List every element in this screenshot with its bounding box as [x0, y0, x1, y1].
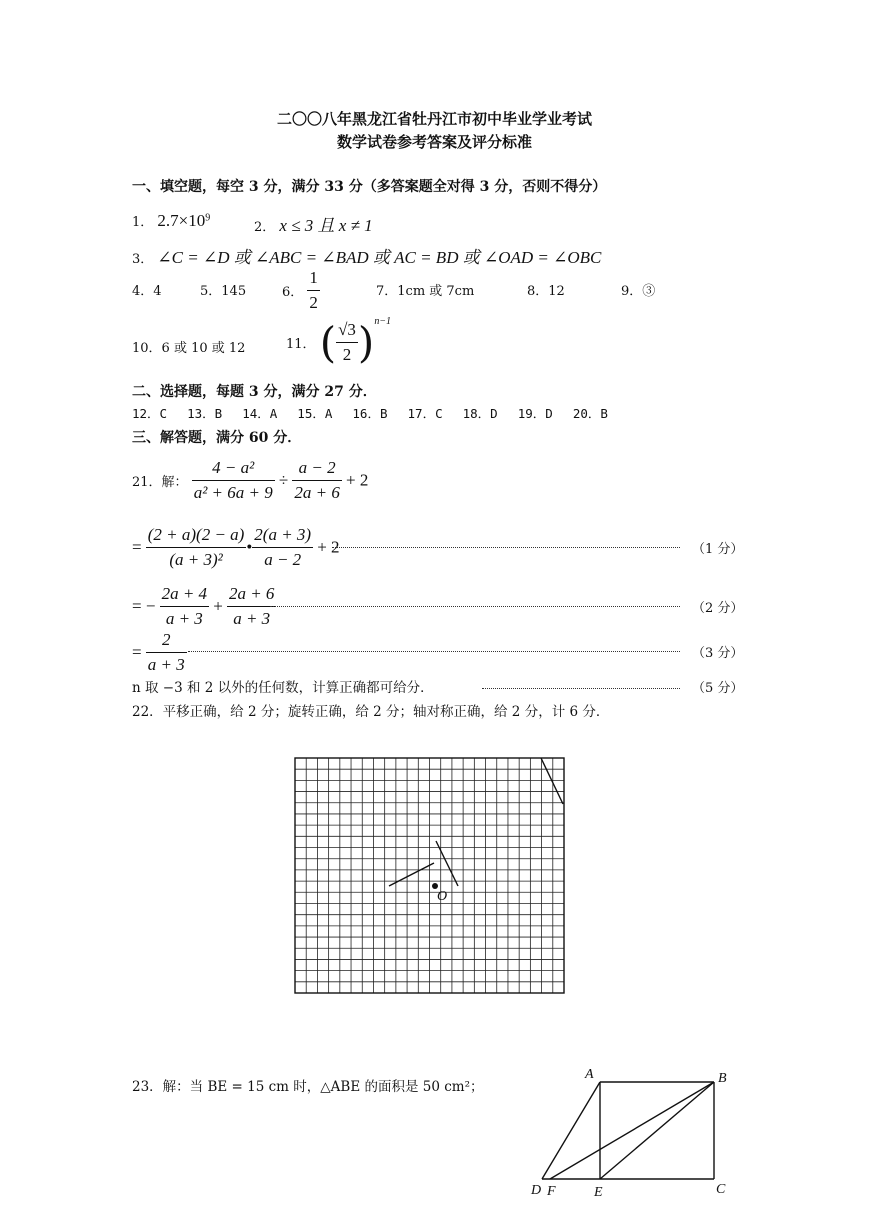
step1-f2-numerator: 2(a + 3): [252, 525, 313, 548]
step2-score: （2 分）: [692, 601, 744, 616]
q22-grid-figure: [294, 757, 566, 995]
q21-fraction-2: [292, 458, 341, 503]
step3-numerator: 2: [146, 630, 187, 653]
step2-equals-minus: = −: [132, 596, 156, 616]
q21-step-1: [132, 525, 340, 570]
step1-fraction-2: [252, 525, 313, 570]
origin-label-o: O: [437, 889, 448, 904]
q11-exponent: n−1: [374, 316, 392, 327]
step3-score: （3 分）: [692, 646, 744, 661]
q2-answer: x ≤ 3 且 x ≠ 1: [279, 216, 373, 235]
step3-denominator: a + 3: [147, 655, 185, 674]
step1-fraction-1: [146, 525, 247, 570]
q1-answer: 2.7×10: [157, 211, 206, 230]
q21-plus-two: + 2: [345, 470, 369, 490]
q11-left-paren: (: [319, 318, 337, 367]
vertex-label-f: F: [547, 1184, 556, 1199]
q1-exponent: 9: [205, 212, 211, 224]
step2-f1-denominator: a + 3: [165, 609, 203, 628]
segment-reflected: [541, 758, 563, 804]
step1-f1-numerator: (2 + a)(2 − a): [146, 525, 247, 548]
step1-f1-denominator: (a + 3)²: [169, 550, 223, 569]
answer-q5: 5．145: [200, 284, 247, 299]
step1-plus-two: + 2: [317, 537, 340, 557]
q21-fraction-1: [192, 458, 275, 503]
step1-score: （1 分）: [692, 542, 744, 557]
title-line-1: 二〇〇八年黑龙江省牡丹江市初中毕业学业考试: [276, 110, 592, 128]
grid-lines: [295, 758, 564, 993]
vertex-label-d: D: [531, 1183, 542, 1198]
q11-fraction: [336, 320, 358, 365]
q6-fraction: [307, 268, 320, 313]
answer-q1: [132, 211, 210, 231]
q3-number: 3．: [132, 252, 154, 267]
title-line-2: 数学试卷参考答案及评分标准: [336, 133, 532, 151]
q11-numerator: √3: [336, 320, 358, 343]
vertex-label-a: A: [585, 1067, 594, 1082]
step1-leader-dots: [332, 547, 680, 548]
step4-leader-dots: [482, 688, 680, 689]
answer-q3: [132, 243, 601, 268]
q22-text: 22．平移正确，给 2 分；旋转正确，给 2 分；轴对称正确，给 2 分，计 6 分．: [132, 704, 610, 720]
answer-q11: [286, 318, 391, 367]
q11-right-paren: ): [357, 318, 375, 367]
step4-score: （5 分）: [692, 681, 744, 696]
edge-bf: [550, 1082, 714, 1179]
q2-number: 2．: [254, 220, 276, 235]
answer-q4: 4．4: [132, 284, 162, 299]
step3-equals: =: [132, 642, 142, 662]
step2-f2-denominator: a + 3: [233, 609, 271, 628]
answer-q7: 7．1cm 或 7cm: [376, 284, 475, 299]
step3-leader-dots: [188, 651, 680, 652]
q6-numerator: 1: [307, 268, 320, 291]
q3-answer: ∠C = ∠D 或 ∠ABC = ∠BAD 或 AC = BD 或 ∠OAD = ∠OBC: [157, 248, 602, 267]
step4-text: n 取 −3 和 2 以外的任何数，计算正确都可给分．: [132, 680, 434, 696]
section-1-heading: 一、填空题，每空 3 分，满分 33 分（多答案题全对得 3 分，否则不得分）: [132, 179, 607, 195]
step2-leader-dots: [270, 606, 680, 607]
vertex-label-c: C: [716, 1182, 726, 1197]
q21-f1-denominator: a² + 6a + 9: [193, 483, 273, 502]
section-3-heading: 三、解答题，满分 60 分．: [132, 430, 302, 446]
q21-step-3: [132, 630, 187, 675]
edge-da: [542, 1082, 600, 1179]
vertex-label-b: B: [718, 1071, 727, 1086]
answer-q10: 10．6 或 10 或 12: [132, 341, 246, 356]
answer-q2: [254, 211, 373, 236]
step1-f2-denominator: a − 2: [264, 550, 302, 569]
q6-number: 6．: [282, 285, 304, 300]
step2-plus: +: [213, 596, 223, 616]
section-2-heading: 二、选择题，每题 3 分，满分 27 分．: [132, 384, 377, 400]
q21-f2-numerator: a − 2: [292, 458, 341, 481]
step3-fraction: [146, 630, 187, 675]
q21-f1-numerator: 4 − a²: [192, 458, 275, 481]
q21-expression: [132, 458, 368, 503]
edge-be: [600, 1082, 714, 1179]
step2-fraction-2: [227, 584, 276, 629]
answer-q9: 9．③: [621, 284, 656, 299]
q23-text: 23．解：当 BE = 15 cm 时，△ABE 的面积是 50 cm²；: [132, 1079, 484, 1095]
choice-answers: 12．C 13．B 14．A 15．A 16．B 17．C 18．D 19．D 20．B: [132, 406, 608, 421]
q23-figure: [528, 1064, 738, 1204]
step1-dot: •: [246, 537, 253, 557]
answer-q6: [282, 268, 320, 313]
answer-q8: 8．12: [527, 284, 565, 299]
vertex-label-e: E: [594, 1185, 603, 1200]
step2-f2-numerator: 2a + 6: [227, 584, 276, 607]
q11-number: 11．: [286, 337, 316, 352]
q6-denominator: 2: [309, 293, 318, 312]
q21-step-2: [132, 584, 276, 629]
q11-denominator: 2: [342, 345, 352, 364]
q1-number: 1．: [132, 215, 154, 230]
q21-divide-sign: ÷: [278, 470, 289, 490]
q21-f2-denominator: 2a + 6: [294, 483, 340, 502]
q21-label: 21．解：: [132, 475, 188, 490]
step1-equals: =: [132, 537, 142, 557]
step2-fraction-1: [160, 584, 209, 629]
step2-f1-numerator: 2a + 4: [160, 584, 209, 607]
